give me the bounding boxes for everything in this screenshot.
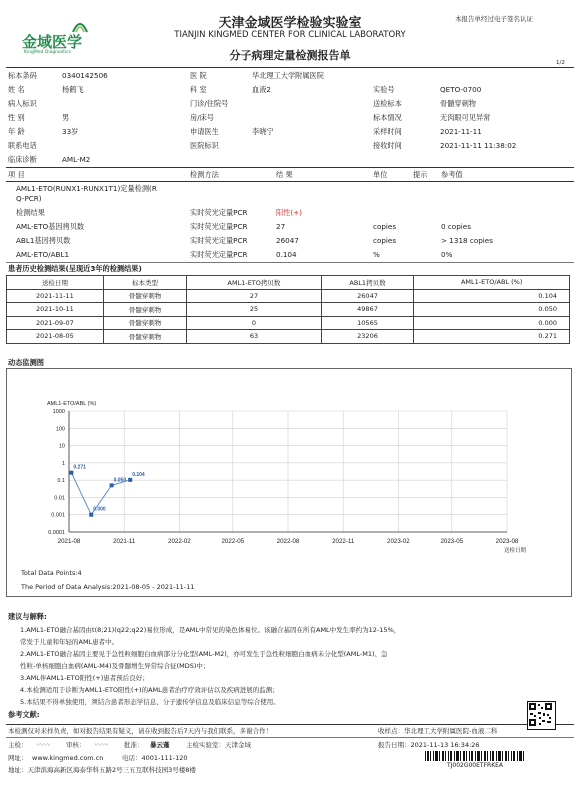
spec-status-label: 标本情况: [373, 113, 402, 122]
result-method: 实时荧光定量PCR: [190, 208, 248, 217]
dept-label: 科 室: [190, 85, 207, 94]
col-unit: 单位: [373, 170, 388, 179]
data-label: 0.050: [113, 477, 127, 484]
dept-value: 血液2: [252, 85, 271, 94]
receive-value: 2021-11-11 11:38:02: [440, 141, 517, 150]
history-cell: 0.271: [414, 330, 570, 344]
result-value: 阳性(+): [276, 208, 303, 217]
logo-subtext: KingMed Diagnostics: [24, 50, 71, 55]
id-label: 病人标识: [8, 99, 37, 108]
result-unit: copies: [373, 236, 397, 245]
data-point: [69, 471, 73, 475]
result-unit: copies: [373, 222, 397, 231]
history-cell: 2021-10-11: [7, 303, 104, 317]
x-tick-label: 2023-02: [387, 538, 410, 545]
site-label: 网址：: [8, 754, 28, 762]
barcode-value: 0340142506: [62, 71, 108, 80]
col-method: 检测方法: [190, 170, 219, 179]
result-ref: 0 copies: [441, 222, 471, 231]
y-tick-label: 1000: [52, 409, 65, 415]
result-ref: 0%: [441, 250, 453, 259]
result-value: 26047: [276, 236, 299, 245]
issuer: 主检实验室：天津金域: [186, 741, 251, 749]
data-label: 0.271: [73, 464, 86, 471]
diagnosis-value: AML-M2: [62, 155, 91, 164]
lab-title-en: TIANJIN KINGMED CENTER FOR CLINICAL LABORATORY: [174, 30, 406, 40]
name-label: 姓 名: [8, 85, 25, 94]
result-value: 27: [276, 222, 286, 231]
advice-title: 建议与解释:: [8, 612, 47, 621]
history-cell: 27: [187, 289, 321, 303]
history-header-row: [7, 276, 570, 290]
history-header: ABL1拷贝数: [321, 276, 414, 290]
history-cell: 0.104: [414, 289, 570, 303]
history-table: [6, 275, 570, 344]
history-cell: 25: [187, 303, 321, 317]
collect-label: 采样时间: [373, 127, 402, 136]
sex-value: 男: [62, 113, 70, 122]
page-number: 1/2: [556, 60, 565, 66]
barcode-icon: [425, 751, 525, 761]
history-cell: 0: [187, 316, 321, 330]
history-cell: 2021-09-07: [7, 316, 104, 330]
history-cell: 0.050: [414, 303, 570, 317]
result-method: 实时荧光定量PCR: [190, 222, 248, 231]
result-item: AML-ETO基因拷贝数: [16, 222, 85, 231]
result-item: ABL1基因拷贝数: [16, 236, 71, 245]
history-cell: 2021-08-05: [7, 330, 104, 344]
history-header: AML1-ETO拷贝数: [187, 276, 321, 290]
x-tick-label: 2022-05: [221, 538, 245, 545]
history-cell: 2021-11-11: [7, 289, 104, 303]
lab-no-value: QETO-0700: [440, 85, 482, 94]
history-cell: 骨髓穿刺物: [103, 289, 187, 303]
y-tick-label: 0.0001: [48, 530, 65, 536]
signature-note: 本报告单经过电子签名认证: [455, 15, 533, 23]
history-header: 标本类型: [103, 276, 187, 290]
report-time: 报告日期：2021-11-13 16:34:26: [378, 741, 480, 749]
history-cell: 骨髓穿刺物: [103, 316, 187, 330]
col-item: 项 目: [8, 170, 25, 179]
diagnosis-label: 临床诊断: [8, 155, 37, 164]
data-point: [89, 513, 93, 517]
history-header: AML1-ETO/ABL (%): [414, 276, 570, 290]
lab-title-cn: 天津金域医学检验实验室: [218, 16, 362, 31]
history-cell: 0.000: [414, 316, 570, 330]
chart-box: [6, 368, 572, 597]
data-point: [110, 483, 114, 487]
phone-info: 电话：4001-111-120: [122, 754, 188, 762]
tester-signature: 〰〰: [36, 741, 50, 749]
y-tick-label: 0.1: [57, 478, 65, 485]
logo-text: 金域医学: [22, 33, 83, 51]
receiver: 收样点：华北理工大学附属医院-血液二科: [378, 727, 498, 735]
advice-item: 1.AML1-ETO融合基因由t(8;21)(q22;q22)易位形成，是AML中常见的染色体易位。该融合基因在所有AML中发生率约为12-15%，: [20, 626, 401, 634]
approver-label: 批准：: [124, 741, 144, 749]
y-tick-label: 0.01: [54, 495, 65, 502]
lab-no-label: 实验号: [373, 85, 395, 94]
history-cell: 49867: [321, 303, 414, 317]
history-cell: 23206: [321, 330, 414, 344]
x-tick-label: 2021-08: [57, 538, 81, 545]
doctor-value: 李晓宁: [252, 127, 274, 136]
clinic-label: 门诊/住院号: [190, 99, 229, 108]
bed-label: 房/床号: [190, 113, 214, 122]
phone-label: 联系电话: [8, 141, 37, 150]
barcode-label: 标本条码: [8, 71, 37, 80]
table-row: [7, 316, 570, 330]
test-heading-1: AML1-ETO(RUNX1-RUNX1T1)定量检测(R: [16, 184, 157, 193]
advice-item: 性粒-单核细胞白血病(AML-M4)及骨髓增生异常综合征(MDS)中；: [20, 662, 210, 670]
advice-item: 常发于儿童和年轻的AML患者中。: [20, 638, 119, 646]
table-row: [7, 303, 570, 317]
collect-value: 2021-11-11: [440, 127, 482, 136]
advice-item: 2.AML1-ETO融合基因主要见于急性粒细胞白血病部分分化型(AML-M2)，亦可发生于急性粒细胞白血病未分化型(AML-M1)、急: [20, 650, 388, 658]
receive-label: 接收时间: [373, 141, 402, 150]
data-label: 0.104: [132, 471, 145, 478]
disclaimer: 本检测仅对来样负责，如对报告结果有疑义，请在收到报告后7天内与我们联系，多谢合作！: [8, 727, 273, 735]
references-title: 参考文献:: [8, 710, 40, 719]
reviewer-signature: 〰〰: [94, 741, 108, 749]
x-tick-label: 2021-11: [113, 538, 136, 545]
result-unit: %: [373, 250, 380, 259]
qr-code-icon: [527, 701, 556, 730]
y-tick-label: 0.001: [51, 512, 65, 519]
age-value: 33岁: [62, 127, 79, 136]
result-method: 实时荧光定量PCR: [190, 250, 248, 259]
monitoring-chart: [7, 369, 571, 596]
specimen-label: 送检标本: [373, 99, 402, 108]
report-title: 分子病理定量检测报告单: [229, 49, 351, 62]
x-tick-label: 2022-08: [276, 538, 300, 545]
advice-item: 4.本检测适用于诊断为AML1-ETO阳性(+)的AML患者治疗疗效评估以及疾病进展的监测；: [20, 686, 279, 694]
result-method: 实时荧光定量PCR: [190, 236, 248, 245]
analysis-period: The Period of Data Analysis:2021-08-05 - 2021-11-11: [21, 583, 195, 591]
col-result: 结 果: [276, 170, 293, 179]
data-label: 0.000: [93, 506, 106, 513]
result-ref: > 1318 copies: [441, 236, 493, 245]
sex-label: 性 别: [8, 113, 25, 122]
table-row: [7, 289, 570, 303]
result-item: 检测结果: [16, 208, 45, 217]
result-item: AML-ETO/ABL1: [16, 250, 70, 259]
report-code: TJ002G00ETFRKEA: [446, 762, 504, 769]
y-tick-label: 10: [58, 443, 65, 450]
x-tick-label: 2022-02: [168, 538, 191, 545]
name-value: 杨鹤飞: [62, 85, 84, 94]
age-label: 年 龄: [8, 127, 25, 136]
y-axis-label: AML1-ETO/ABL (%): [47, 401, 97, 407]
history-cell: 63: [187, 330, 321, 344]
x-tick-label: 2022-11: [332, 538, 355, 545]
history-cell: 骨髓穿刺物: [103, 330, 187, 344]
history-cell: 10565: [321, 316, 414, 330]
spec-status-value: 无肉眼可见异常: [440, 113, 491, 122]
history-cell: 26047: [321, 289, 414, 303]
y-tick-label: 1: [61, 460, 65, 467]
hospital-value: 华北理工大学附属医院: [252, 71, 324, 80]
x-axis-label: 送检日期: [504, 548, 527, 554]
y-tick-label: 100: [55, 426, 65, 433]
site-link[interactable]: www.kingmed.com.cn: [32, 754, 104, 762]
total-points: Total Data Points:4: [21, 569, 82, 577]
specimen-value: 骨髓穿刺物: [440, 99, 476, 108]
tester-label: 主检：: [8, 741, 28, 749]
test-heading-2: Q-PCR): [16, 194, 42, 203]
doctor-label: 申请医生: [190, 127, 219, 136]
reviewer-label: 审核：: [66, 741, 86, 749]
history-cell: 骨髓穿刺物: [103, 303, 187, 317]
col-hint: 提示: [413, 170, 428, 179]
chart-title: 动态监测图: [8, 358, 44, 367]
hospital-label: 医 院: [190, 71, 207, 80]
address: 地址：天津滨海高新区海泰华科五路2号三五互联科技园3号楼8楼: [8, 766, 196, 774]
advice-item: 5.本结果不得单独使用，须结合患者形态学信息、分子遗传学信息及临床信息等综合使用。: [20, 698, 280, 706]
x-tick-label: 2023-08: [495, 538, 519, 545]
history-title: 患者历史检测结果(呈现近3年的检测结果): [8, 264, 142, 273]
approver-value: 暴云蓬: [150, 741, 170, 749]
hosp-id-label: 医院标识: [190, 141, 219, 150]
x-tick-label: 2023-05: [440, 538, 464, 545]
col-ref: 参考值: [441, 170, 463, 179]
result-value: 0.104: [276, 250, 297, 259]
advice-item: 3.AML伴AML1-ETO阳性(+)患者预后良好；: [20, 674, 149, 682]
data-point: [128, 478, 132, 482]
history-header: 送检日期: [7, 276, 104, 290]
table-row: [7, 330, 570, 344]
